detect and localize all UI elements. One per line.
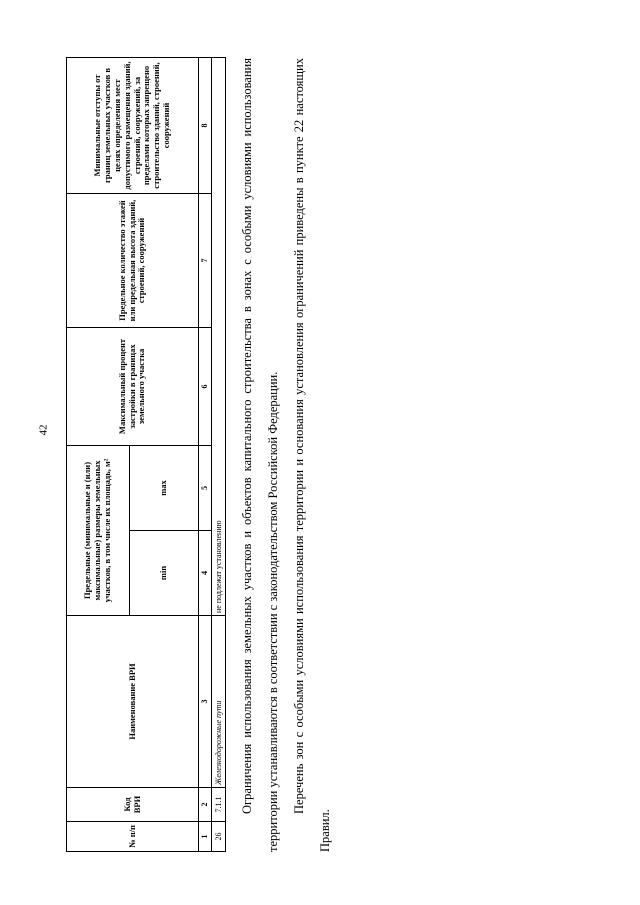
header-setbacks: Минимальные отступы от границ земельных участков в целях определения мест допустимого размещения зданий, строений, сооружений, за пределами которых запрещено строительство зданий, строений, сооружений — [67, 58, 199, 194]
row-num: 26 — [212, 822, 226, 852]
column-number: 6 — [199, 328, 212, 446]
header-min: min — [130, 531, 199, 616]
column-number: 2 — [199, 788, 212, 822]
header-coverage: Максимальный процент застройки в границах земельного участка — [67, 328, 199, 446]
row-code: 7.1.1 — [212, 788, 226, 822]
header-max: max — [130, 446, 199, 531]
column-number: 8 — [199, 58, 212, 194]
paragraph-restrictions: Ограничения использования земельных участков и объектов капитального строительства в зонах с особыми условиями использования территории устанавливаются в соответствии с законодательством Российской Федерации. — [240, 58, 280, 852]
column-number: 3 — [199, 616, 212, 788]
header-num: № п/п — [67, 822, 199, 852]
header-name: Наименование ВРИ — [67, 616, 199, 788]
vri-table — [66, 57, 226, 852]
page-number: 42 — [37, 424, 50, 436]
column-number: 5 — [199, 446, 212, 531]
column-number: 4 — [199, 531, 212, 616]
landscape-content — [66, 58, 376, 852]
column-number: 1 — [199, 822, 212, 852]
row-note: не подлежат установлению — [212, 58, 226, 616]
table-row — [212, 58, 226, 852]
row-name: Железнодорожные пути — [212, 616, 226, 788]
column-number: 7 — [199, 194, 212, 328]
header-code: Код ВРИ — [67, 788, 199, 822]
paragraph-zones-list: Перечень зон с особыми условиями использования территории и основания установления ограничений приведены в пункте 22 настоящих Правил. — [292, 58, 332, 852]
header-floors: Предельное количество этажей или предельная высота зданий, строений, сооружений — [67, 194, 199, 328]
header-size-group: Предельные (минимальные и (или) максимальные) размеры земельных участков, в том числе их площадь, м² — [67, 446, 130, 616]
column-number-row — [199, 58, 212, 852]
table-header-row — [67, 58, 130, 852]
